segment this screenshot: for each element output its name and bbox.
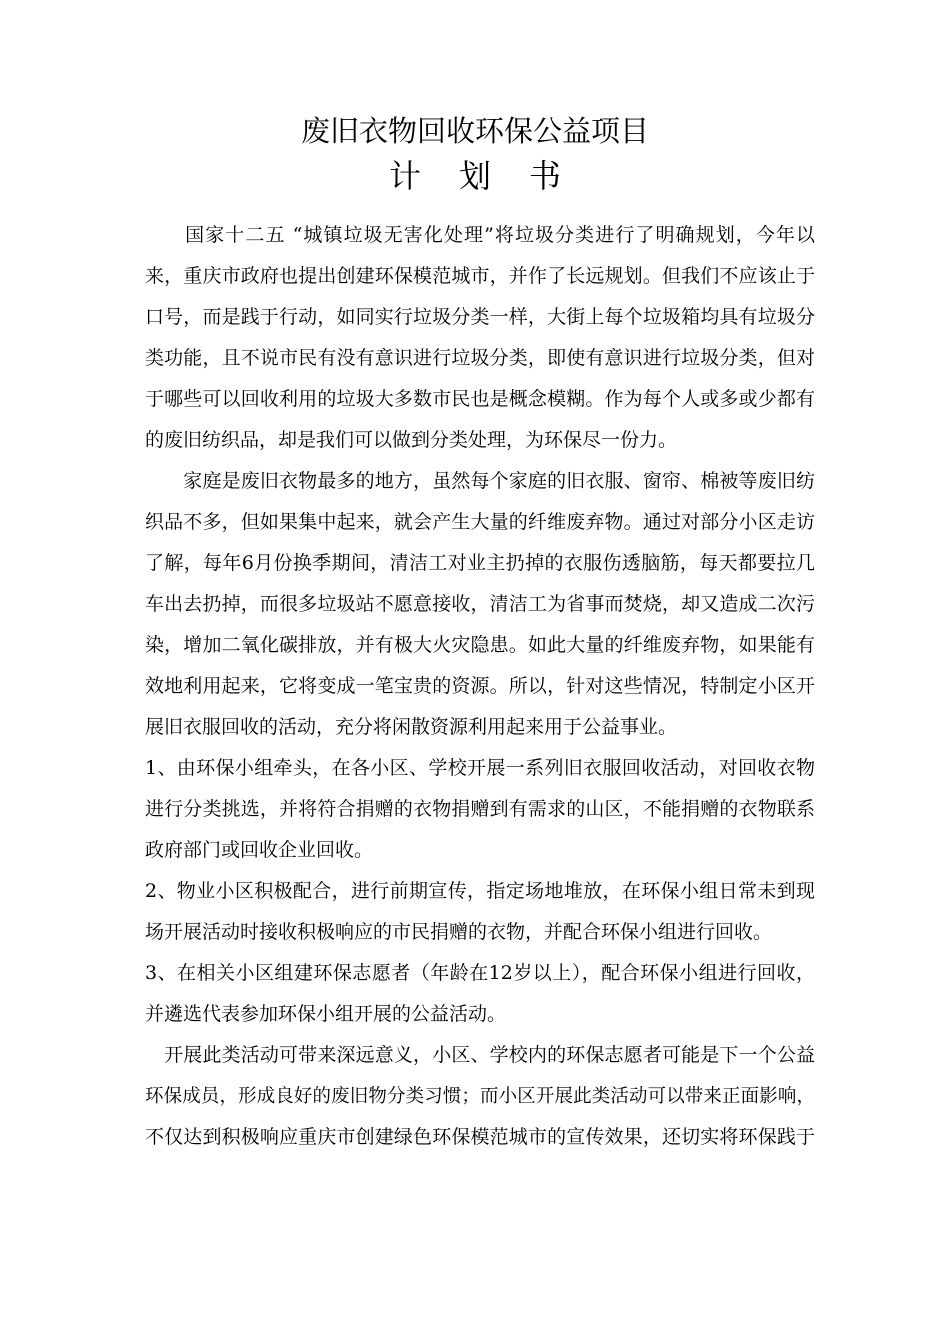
body-text-line: 场开展活动时接收积极响应的市民捐赠的衣物，并配合环保小组进行回收。 [145, 921, 773, 943]
body-text-line: 3、在相关小区组建环保志愿者（年龄在12岁以上），配合环保小组进行回收， [145, 962, 815, 984]
body-text-line: 国家十二五 “城镇垃圾无害化处理”将垃圾分类进行了明确规划，今年以 [145, 224, 815, 246]
body-text-line: 并遴选代表参加环保小组开展的公益活动。 [145, 1003, 507, 1025]
document-body [145, 215, 815, 1158]
body-text-line: 开展此类活动可带来深远意义，小区、学校内的环保志愿者可能是下一个公益 [145, 1044, 815, 1066]
body-text-line: 染，增加二氧化碳排放，并有极大火灾隐患。如此大量的纤维废弃物，如果能有 [145, 634, 815, 656]
body-text-line: 2、物业小区积极配合，进行前期宣传，指定场地堆放，在环保小组日常未到现 [145, 880, 815, 902]
body-text-line: 效地利用起来，它将变成一笔宝贵的资源。所以，针对这些情况，特制定小区开 [145, 675, 815, 697]
body-text-line: 环保成员，形成良好的废旧物分类习惯；而小区开展此类活动可以带来正面影响， [145, 1086, 815, 1107]
body-text-line: 家庭是废旧衣物最多的地方，虽然每个家庭的旧衣服、窗帘、棉被等废旧纺 [145, 470, 815, 492]
body-text-line: 车出去扔掉，而很多垃圾站不愿意接收，清洁工为省事而焚烧，却又造成二次污 [145, 593, 815, 615]
body-text-line: 于哪些可以回收利用的垃圾大多数市民也是概念模糊。作为每个人或多或少都有 [145, 388, 815, 410]
body-text-line: 了解，每年6月份换季期间，清洁工对业主扔掉的衣服伤透脑筋，每天都要拉几 [145, 552, 815, 574]
body-text-line: 织品不多，但如果集中起来，就会产生大量的纤维废弃物。通过对部分小区走访 [145, 511, 815, 533]
document-title: 废旧衣物回收环保公益项目 [300, 114, 649, 148]
body-text-line: 展旧衣服回收的活动，充分将闲散资源利用起来用于公益事业。 [145, 716, 678, 738]
document-subtitle: 计划书 [388, 157, 599, 195]
body-text-line: 的废旧纺织品，却是我们可以做到分类处理，为环保尽一份力。 [145, 429, 678, 451]
body-text-line: 政府部门或回收企业回收。 [145, 839, 374, 861]
body-text-line: 不仅达到积极响应重庆市创建绿色环保模范城市的宣传效果，还切实将环保践于 [145, 1126, 815, 1148]
body-text-line: 进行分类挑选，并将符合捐赠的衣物捐赠到有需求的山区，不能捐赠的衣物联系 [145, 798, 815, 820]
body-text-line: 来，重庆市政府也提出创建环保模范城市，并作了长远规划。但我们不应该止于 [145, 265, 815, 287]
body-text-line: 口号，而是践于行动，如同实行垃圾分类一样，大街上每个垃圾箱均具有垃圾分 [145, 306, 815, 328]
body-text-line: 类功能，且不说市民有没有意识进行垃圾分类，即使有意识进行垃圾分类，但对 [145, 347, 815, 369]
body-text-line: 1、由环保小组牵头，在各小区、学校开展一系列旧衣服回收活动，对回收衣物 [145, 757, 815, 779]
